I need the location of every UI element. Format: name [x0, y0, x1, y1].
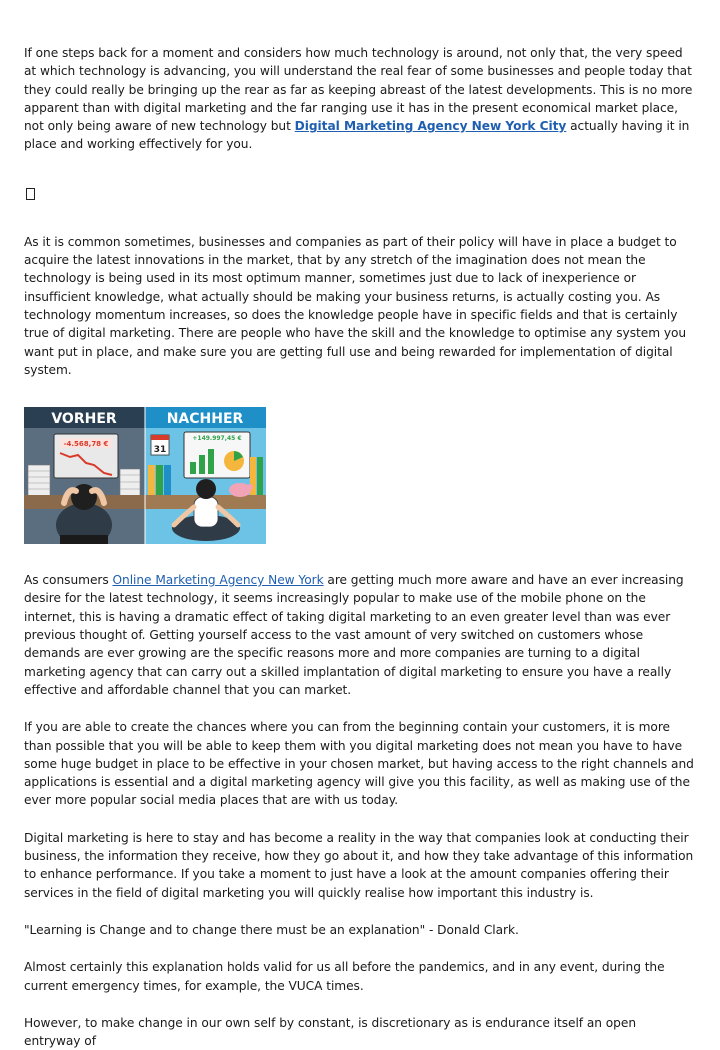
paragraph-chances: If you are able to create the chances where you can from the beginning contain your customers, it is more than possible that you will be able to keep them with you digital marketing does not mean you have to have some huge budget in place to be effective in your chosen market, but having access to the right channels and applications is essential and a digital marketing agency will give you this facility, as well as making use of the ever more popular social media places that are with us today. — [24, 720, 694, 808]
after-title: NACHHER — [166, 411, 244, 428]
paragraph-text: If one steps back for a moment and considers how much technology is around, not only that, the very speed at which technology is advancing, you will understand the real fear of some businesses and people today that they could really be bringing up the rear as far as keeping abreast of the latest developments. This is no more apparent than with digital marketing and the far ranging use it has in the present economical market place, not only being aware of new technology but — [24, 46, 693, 134]
paragraph-budget: As it is common sometimes, businesses and companies as part of their policy will have in place a budget to acquire the latest innovations in the market, that by any stretch of the imagination does not mean the technology is being used in its most optimum manner, sometimes just due to lack of inexperience or insufficient knowledge, what actually should be making your business returns, is actually costing you. As technology momentum increases, so does the knowledge people have in specific fields and that is certainly true of digital marketing. There are people who have the skill and the knowledge to optimise any system you want put in place, and make sure you are getting full use and being rewarded for implementation of digital system. — [24, 234, 687, 377]
digital-marketing-agency-link[interactable]: Digital Marketing Agency New York City — [294, 119, 567, 134]
after-amount: +149.997,45 € — [192, 435, 242, 443]
paragraph-text: are getting much more aware and have an ever increasing desire for the latest technology, it seems increasingly popular to make use of the mobile phone on the internet, this is having a dramatic effect of taking digital marketing to an even greater level than was ever previous thought of. Getting yourself access to the vast amount of very switched on customers whose demands are ever growing are the specific reasons more and more companies are turning to a digital marketing agency that can carry out a skilled implantation of digital marketing to ensure you have a really effective and affordable channel that you can market. — [24, 573, 684, 697]
paragraph-text: As consumers — [24, 573, 113, 588]
paragraph-consumers — [24, 571, 696, 699]
before-title: VORHER — [51, 411, 117, 428]
online-marketing-agency-link[interactable]: Online Marketing Agency New York — [112, 573, 324, 588]
before-after-illustration — [24, 407, 266, 544]
paragraph-intro — [24, 44, 696, 154]
article-body — [24, 44, 696, 1050]
paragraph-text: actually having it in place and working effectively for you. — [24, 119, 690, 152]
paragraph-change: However, to make change in our own self by constant, is discretionary as is endurance itself an open entryway of — [24, 1015, 636, 1049]
paragraph-explanation: Almost certainly this explanation holds valid for us all before the pandemics, and in any event, during the current emergency times, for example, the VUCA times. — [24, 960, 665, 993]
missing-glyph-icon — [24, 154, 696, 204]
paragraph-quote: "Learning is Change and to change there must be an explanation" - Donald Clark. — [24, 922, 519, 937]
calendar-day: 31 — [153, 445, 167, 456]
before-amount: -4.568,78 € — [63, 440, 109, 449]
paragraph-digital-marketing: Digital marketing is here to stay and has become a reality in the way that companies look at conducting their business, the information they receive, how they go about it, and how they take advantage of this information to enhance performance. If you take a moment to just have a look at the amount companies offering their services in the field of digital marketing you will quickly realise how important this industry is. — [24, 830, 694, 900]
